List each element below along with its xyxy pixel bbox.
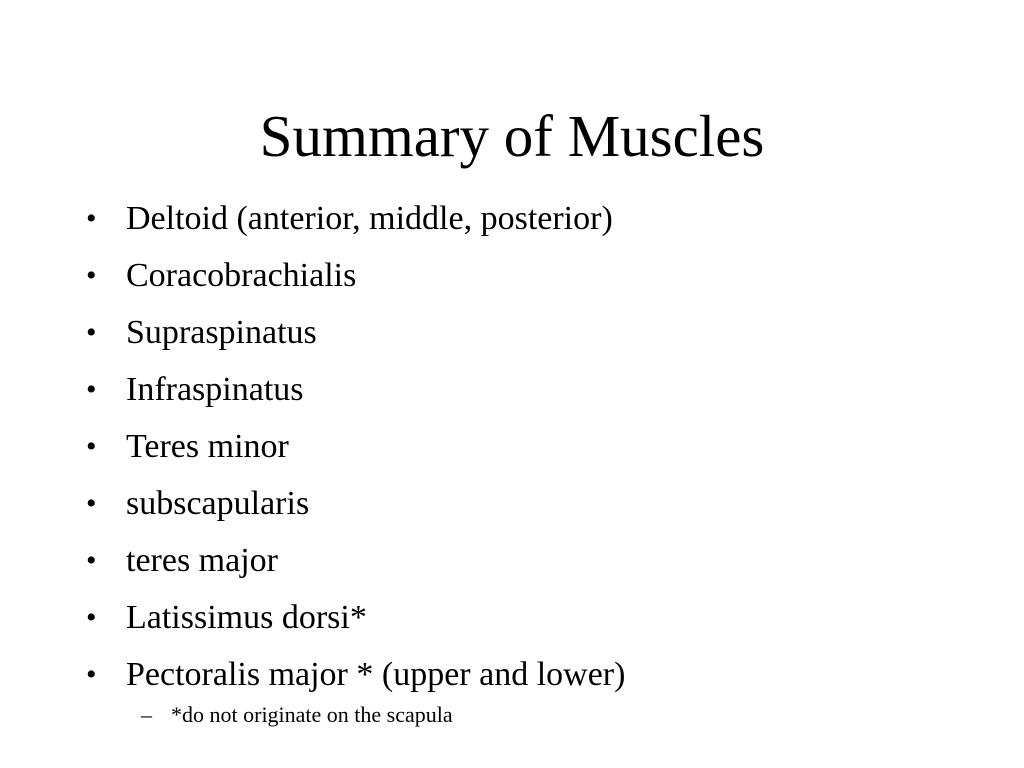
list-item xyxy=(86,361,625,418)
bullet-icon: • xyxy=(86,373,97,406)
list-item-text: Infraspinatus xyxy=(126,371,304,408)
bullet-icon: • xyxy=(86,658,97,691)
bullet-icon: • xyxy=(86,430,97,463)
list-item-text: Pectoralis major * (upper and lower) xyxy=(126,656,626,693)
list-item xyxy=(86,304,625,361)
bullet-icon: • xyxy=(86,202,97,235)
list-item xyxy=(86,589,625,646)
list-item xyxy=(86,475,625,532)
list-item-text: Coracobrachialis xyxy=(126,257,357,294)
list-item xyxy=(86,646,625,703)
sub-list-item xyxy=(141,700,453,730)
sub-list-item-text: *do not originate on the scapula xyxy=(171,702,453,727)
list-item xyxy=(86,532,625,589)
list-item xyxy=(86,247,625,304)
bullet-list xyxy=(86,190,625,703)
bullet-icon: • xyxy=(86,259,97,292)
slide-title: Summary of Muscles xyxy=(259,103,765,169)
bullet-icon: • xyxy=(86,316,97,349)
list-item xyxy=(86,418,625,475)
bullet-icon: • xyxy=(86,601,97,634)
list-item-text: Deltoid (anterior, middle, posterior) xyxy=(126,200,613,237)
list-item-text: teres major xyxy=(126,542,278,579)
list-item-text: subscapularis xyxy=(126,485,310,522)
list-item-text: Latissimus dorsi* xyxy=(126,599,367,636)
list-item-text: Teres minor xyxy=(126,428,289,465)
bullet-icon: • xyxy=(86,544,97,577)
list-item xyxy=(86,190,625,247)
bullet-icon: • xyxy=(86,487,97,520)
list-item-text: Supraspinatus xyxy=(126,314,317,351)
dash-icon: – xyxy=(141,702,152,727)
